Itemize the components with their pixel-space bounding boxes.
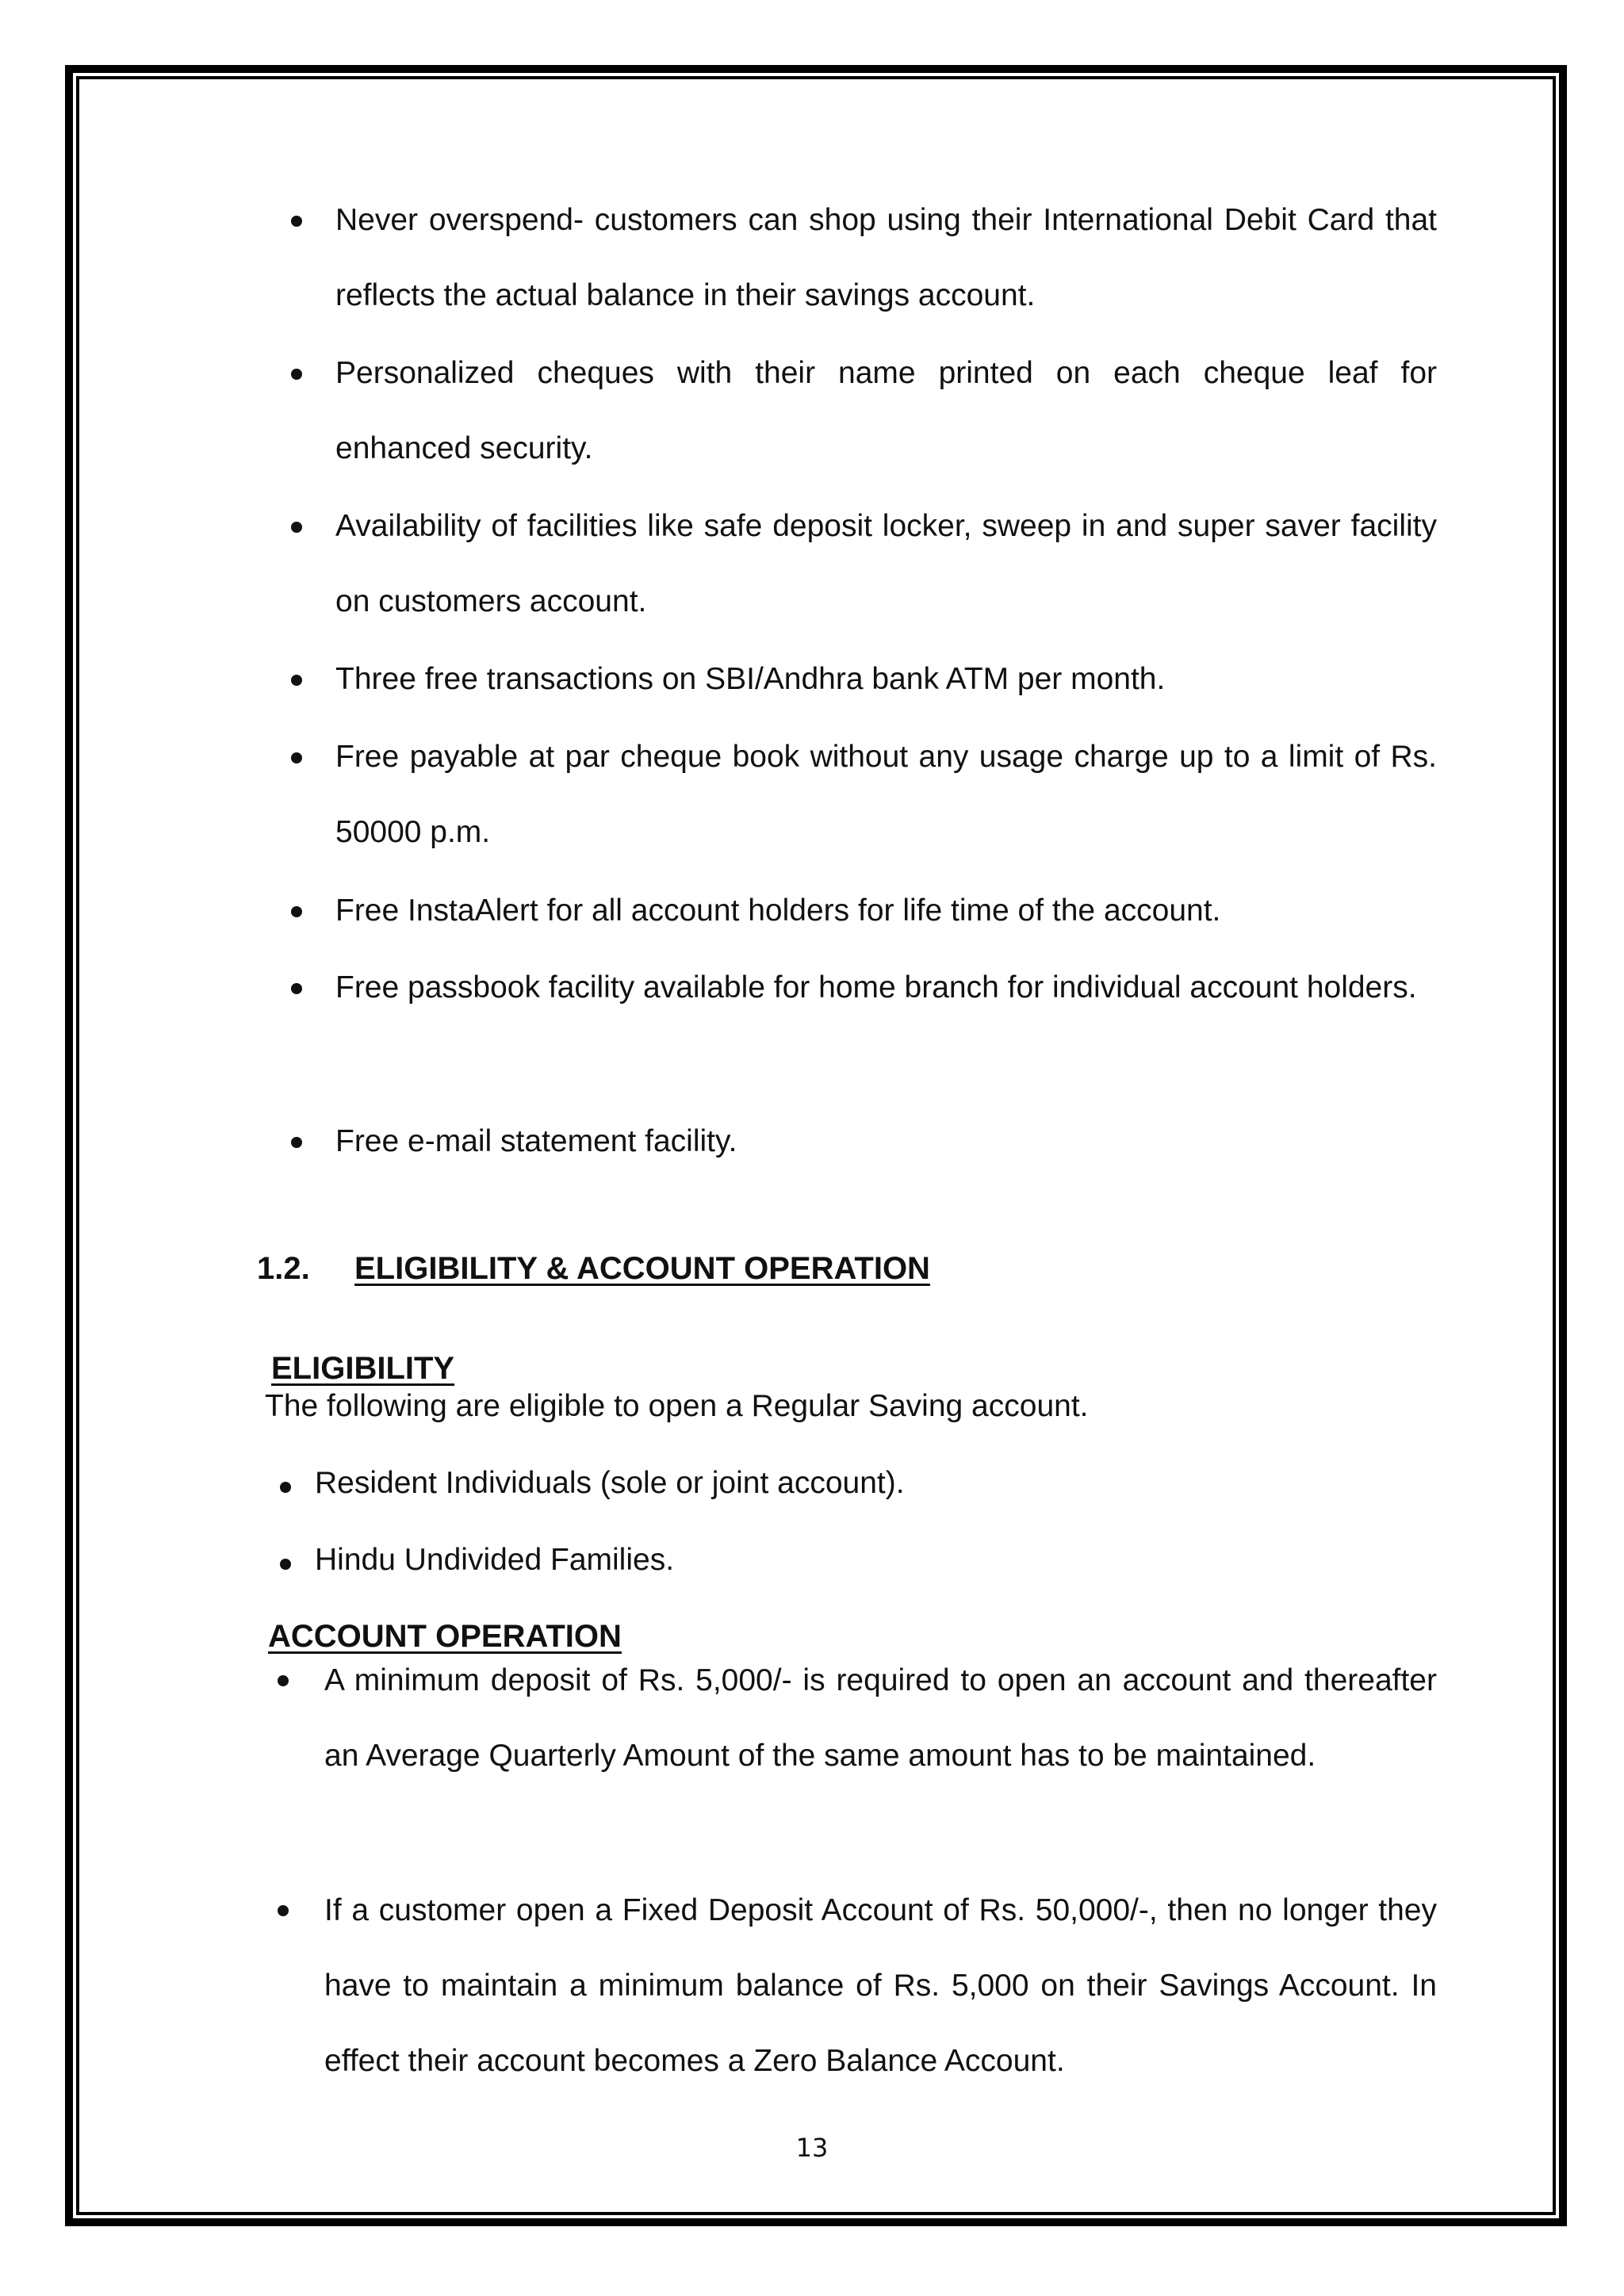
eligibility-item: Resident Individuals (sole or joint account). — [315, 1466, 905, 1500]
bullet-icon — [291, 216, 302, 227]
feature-item: Three free transactions on SBI/Andhra bank ATM per month. — [335, 662, 1166, 696]
operation-item: A minimum deposit of Rs. 5,000/- is required to open an account and thereafter an Average Quarterly Amount of the same amount has to be maintained. — [324, 1663, 1437, 1773]
feature-item: Personalized cheques with their name printed on each cheque leaf for enhanced security. — [335, 356, 1437, 465]
bullet-icon — [278, 1905, 289, 1916]
operation-item: If a customer open a Fixed Deposit Account of Rs. 50,000/-, then no longer they have to maintain a minimum balance of Rs. 5,000 on their Savings Account. In effect their account becomes a Zero Balance Account. — [324, 1893, 1437, 2078]
feature-item: Free payable at par cheque book without any usage charge up to a limit of Rs. 50000 p.m. — [335, 740, 1437, 849]
section-number: 1.2. — [257, 1251, 310, 1286]
feature-item: Free InstaAlert for all account holders for life time of the account. — [335, 894, 1221, 928]
account-operation-heading: ACCOUNT OPERATION — [268, 1619, 622, 1654]
eligibility-intro: The following are eligible to open a Regular Saving account. — [265, 1389, 1089, 1423]
bullet-icon — [291, 752, 302, 763]
page-number: 13 — [795, 2133, 829, 2163]
bullet-icon — [278, 1675, 289, 1686]
bullet-icon — [291, 983, 302, 994]
bullet-icon — [291, 675, 302, 686]
section-title: ELIGIBILITY & ACCOUNT OPERATION — [354, 1251, 930, 1286]
feature-item: Availability of facilities like safe deposit locker, sweep in and super saver facility on customers account. — [335, 509, 1437, 618]
bullet-icon — [291, 369, 302, 380]
eligibility-heading: ELIGIBILITY — [271, 1351, 455, 1386]
bullet-icon — [291, 522, 302, 533]
bullet-icon — [291, 1137, 302, 1148]
bullet-icon — [280, 1482, 291, 1493]
eligibility-item: Hindu Undivided Families. — [315, 1543, 675, 1577]
bullet-icon — [291, 906, 302, 917]
feature-item: Free passbook facility available for home branch for individual account holders. — [335, 970, 1417, 1004]
bullet-icon — [280, 1559, 291, 1570]
feature-item: Free e-mail statement facility. — [335, 1124, 737, 1158]
feature-item: Never overspend- customers can shop using their International Debit Card that reflects the actual balance in their savings account. — [335, 203, 1437, 312]
